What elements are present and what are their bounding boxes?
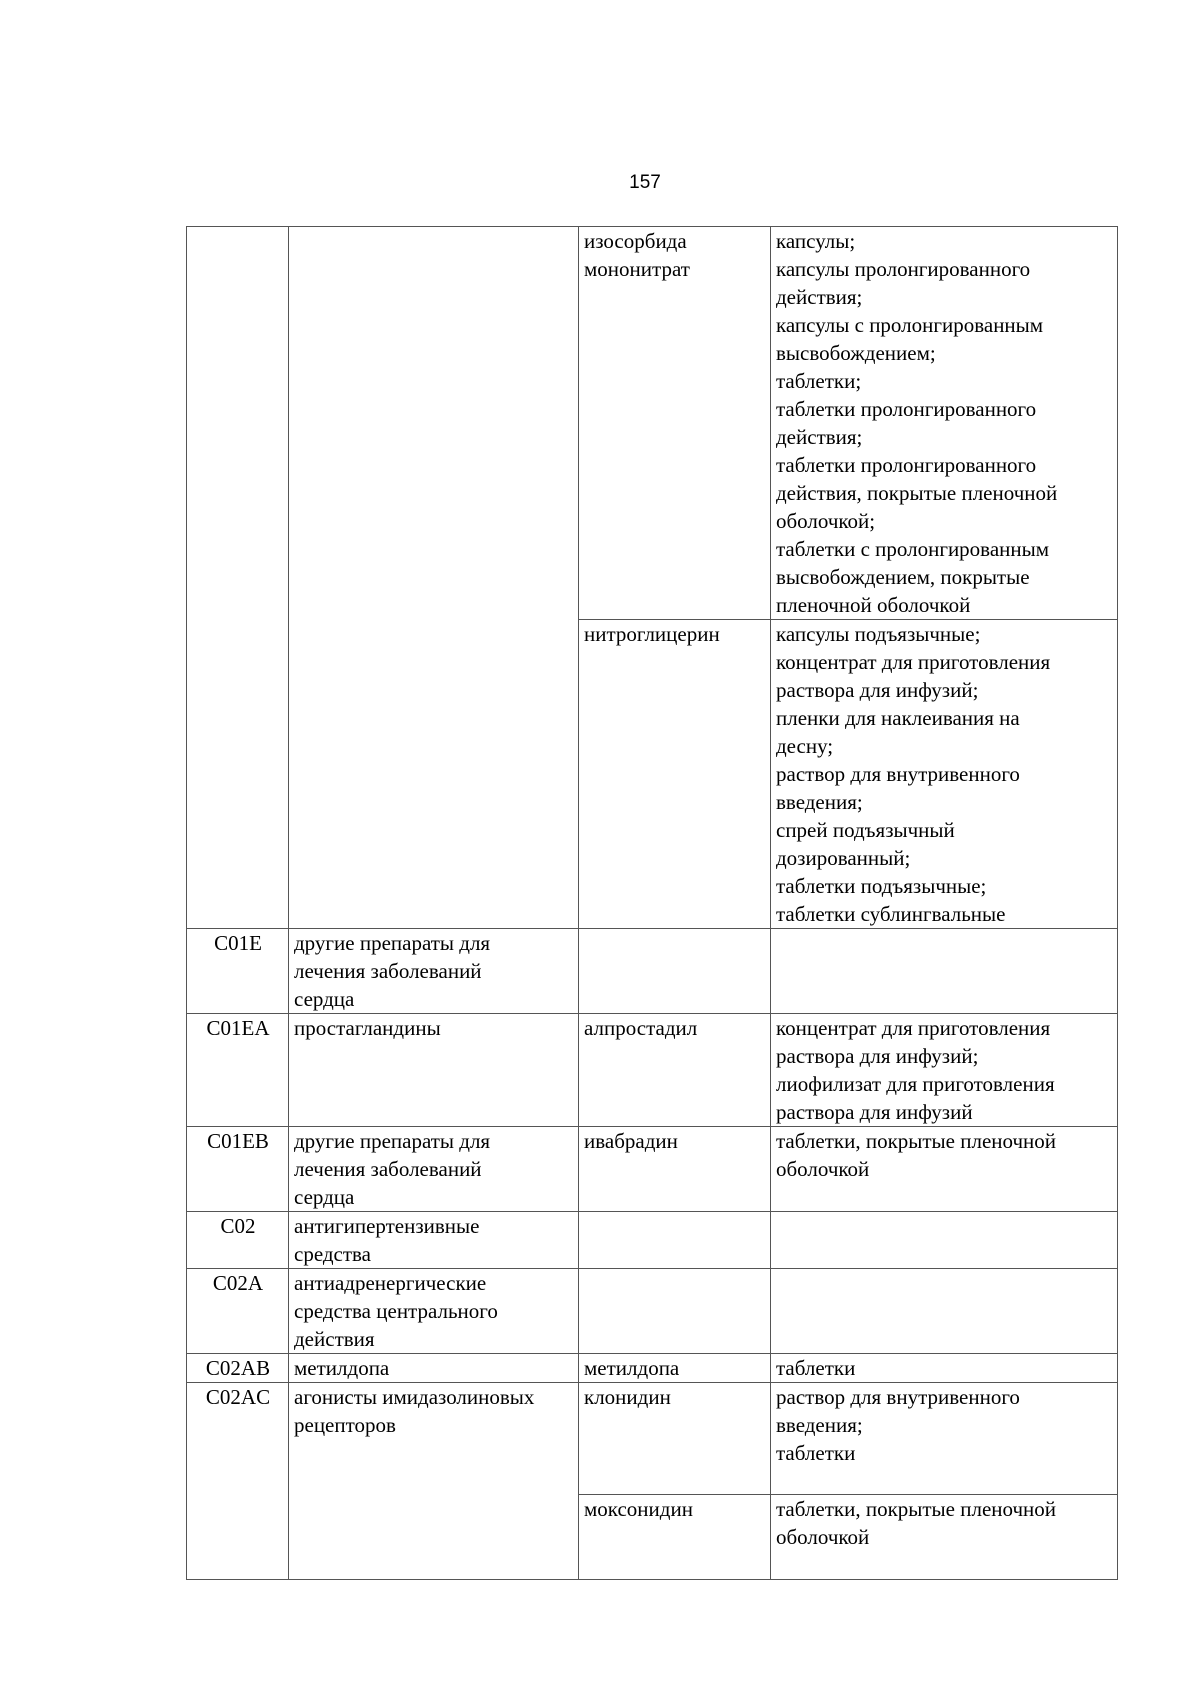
cell-text-line: таблетки с пролонгированным <box>776 537 1050 561</box>
group-cell <box>289 1383 579 1580</box>
cell-text-line: метилдопа <box>294 1356 390 1380</box>
cell-text-line: концентрат для приготовления <box>776 1016 1051 1040</box>
cell-text-line: C01EB <box>207 1129 269 1153</box>
atc-code-cell <box>187 929 289 1014</box>
cell-text-line: C02 <box>220 1214 256 1238</box>
group-cell <box>289 227 579 929</box>
cell-text-line: антигипертензивные <box>294 1214 480 1238</box>
cell-text-line: таблетки, покрытые пленочной <box>776 1129 1057 1153</box>
atc-code-cell <box>187 1014 289 1127</box>
atc-code-cell <box>187 1127 289 1212</box>
cell-text-line: средства <box>294 1242 372 1266</box>
cell-text-line: C01E <box>214 931 262 955</box>
cell-text-line: спрей подъязычный <box>776 818 955 842</box>
dosage-forms-cell <box>771 1127 1118 1212</box>
cell-text-line: действия; <box>776 285 863 309</box>
drug-cell <box>579 1014 771 1127</box>
table-row <box>187 1212 1118 1269</box>
group-cell <box>289 1014 579 1127</box>
cell-text-line: пленочной оболочкой <box>776 593 971 617</box>
cell-text-line: действия <box>294 1327 375 1351</box>
cell-text-line: капсулы; <box>776 229 856 253</box>
cell-text-line: C02AB <box>205 1356 271 1380</box>
table-row <box>187 1127 1118 1212</box>
cell-text-line: средства центрального <box>294 1299 498 1323</box>
dosage-forms-cell <box>771 929 1118 1014</box>
cell-text-line: другие препараты для <box>294 931 491 955</box>
cell-text-line: таблетки сублингвальные <box>776 902 1006 926</box>
atc-code-cell <box>187 1212 289 1269</box>
drug-cell <box>579 1383 771 1495</box>
cell-text-line: C02A <box>212 1271 264 1295</box>
cell-text-line: простагландины <box>294 1016 441 1040</box>
cell-text-line: десну; <box>776 734 834 758</box>
cell-text-line: клонидин <box>584 1385 671 1409</box>
dosage-forms-cell <box>771 1383 1118 1495</box>
dosage-forms-cell <box>771 1212 1118 1269</box>
cell-text-line: введения; <box>776 790 863 814</box>
dosage-forms-cell <box>771 1354 1118 1383</box>
drug-cell <box>579 1495 771 1580</box>
atc-code-cell <box>187 1269 289 1354</box>
cell-text-line: антиадренергические <box>294 1271 487 1295</box>
page-number: 157 <box>629 172 661 193</box>
cell-text-line: C01EA <box>206 1016 270 1040</box>
cell-text-line: лиофилизат для приготовления <box>776 1072 1055 1096</box>
cell-text-line: дозированный; <box>776 846 911 870</box>
cell-text-line: капсулы подъязычные; <box>776 622 981 646</box>
cell-text-line: оболочкой <box>776 1525 870 1549</box>
group-cell <box>289 1127 579 1212</box>
drug-cell <box>579 1269 771 1354</box>
cell-text-line: сердца <box>294 987 355 1011</box>
atc-code-cell <box>187 1383 289 1580</box>
cell-text-line: капсулы пролонгированного <box>776 257 1031 281</box>
atc-code-cell <box>187 227 289 929</box>
cell-text-line: раствора для инфузий <box>776 1100 973 1124</box>
cell-text-line: сердца <box>294 1185 355 1209</box>
group-cell <box>289 929 579 1014</box>
cell-text-line: пленки для наклеивания на <box>776 706 1020 730</box>
dosage-forms-cell <box>771 1495 1118 1580</box>
cell-text-line: рецепторов <box>294 1413 396 1437</box>
cell-text-line: таблетки пролонгированного <box>776 397 1037 421</box>
cell-text-line: высвобождением; <box>776 341 936 365</box>
cell-text-line: таблетки, покрытые пленочной <box>776 1497 1057 1521</box>
drug-cell <box>579 929 771 1014</box>
group-cell <box>289 1354 579 1383</box>
cell-text-line: концентрат для приготовления <box>776 650 1051 674</box>
dosage-forms-cell <box>771 1269 1118 1354</box>
atc-code-cell <box>187 1354 289 1383</box>
group-cell <box>289 1212 579 1269</box>
dosage-forms-cell <box>771 227 1118 620</box>
cell-text-line: раствор для внутривенного <box>776 762 1020 786</box>
cell-text-line: капсулы с пролонгированным <box>776 313 1044 337</box>
cell-text-line: мононитрат <box>584 257 690 281</box>
cell-text-line: лечения заболеваний <box>294 1157 482 1181</box>
table-row <box>187 1269 1118 1354</box>
cell-text-line: раствора для инфузий; <box>776 1044 979 1068</box>
table-row <box>187 1383 1118 1495</box>
cell-text-line: таблетки пролонгированного <box>776 453 1037 477</box>
drug-cell <box>579 1354 771 1383</box>
cell-text-line: ивабрадин <box>584 1129 678 1153</box>
cell-text-line: таблетки <box>776 1356 856 1380</box>
drug-cell <box>579 620 771 929</box>
cell-text-line: агонисты имидазолиновых <box>294 1385 535 1409</box>
group-cell <box>289 1269 579 1354</box>
cell-text-line: оболочкой; <box>776 509 876 533</box>
cell-text-line: действия, покрытые пленочной <box>776 481 1058 505</box>
cell-text-line: моксонидин <box>584 1497 693 1521</box>
cell-text-line: раствор для внутривенного <box>776 1385 1020 1409</box>
dosage-forms-cell <box>771 1014 1118 1127</box>
table-row <box>187 1014 1118 1127</box>
cell-text-line: действия; <box>776 425 863 449</box>
cell-text-line: высвобождением, покрытые <box>776 565 1030 589</box>
cell-text-line: таблетки подъязычные; <box>776 874 987 898</box>
cell-text-line: алпростадил <box>584 1016 698 1040</box>
table-row <box>187 227 1118 620</box>
drug-table <box>186 226 1118 1580</box>
cell-text-line: другие препараты для <box>294 1129 491 1153</box>
cell-text-line: введения; <box>776 1413 863 1437</box>
cell-text-line: C02AC <box>205 1385 271 1409</box>
cell-text-line: оболочкой <box>776 1157 870 1181</box>
drug-cell <box>579 227 771 620</box>
cell-text-line: изосорбида <box>584 229 687 253</box>
dosage-forms-cell <box>771 620 1118 929</box>
table-row <box>187 1354 1118 1383</box>
drug-cell <box>579 1127 771 1212</box>
cell-text-line: раствора для инфузий; <box>776 678 979 702</box>
cell-text-line: таблетки <box>776 1441 856 1465</box>
drug-cell <box>579 1212 771 1269</box>
cell-text-line: метилдопа <box>584 1356 680 1380</box>
cell-text-line: лечения заболеваний <box>294 959 482 983</box>
cell-text-line: нитроглицерин <box>584 622 720 646</box>
table-row <box>187 929 1118 1014</box>
cell-text-line: таблетки; <box>776 369 862 393</box>
